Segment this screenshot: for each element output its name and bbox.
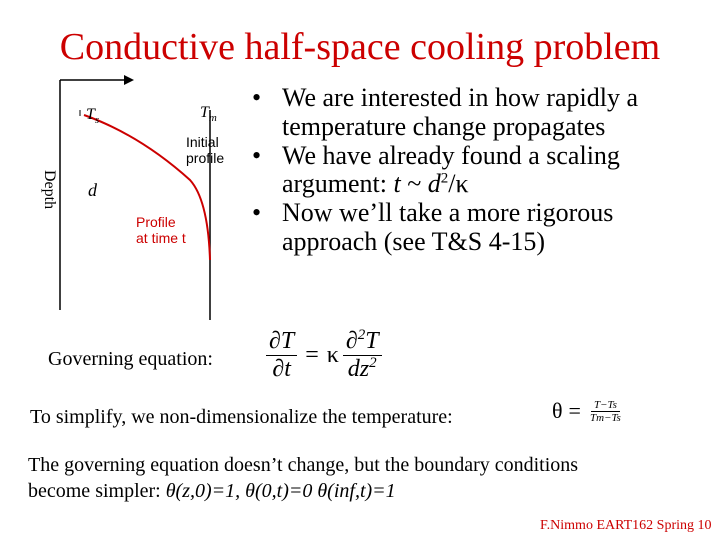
depth-d-label: d xyxy=(88,180,97,200)
profile-diagram-svg xyxy=(0,60,260,330)
theta-definition: θ = $\frac{T-Ts}{Tm-Ts}$ xyxy=(552,398,621,424)
bullet-line: We have already found a scaling xyxy=(282,140,620,170)
cooling-diagram xyxy=(0,60,260,330)
depth-axis-label: Depth xyxy=(41,170,58,210)
boundary-conditions-text xyxy=(28,452,708,504)
temperature-axis-arrow-icon xyxy=(124,75,134,85)
bc-line: The governing equation doesn’t change, but the boundary conditions xyxy=(28,454,579,476)
bullet-line: We are interested in how rapidly a xyxy=(282,83,638,112)
bullet-line: temperature change propagates xyxy=(282,111,606,141)
bullet-icon: • xyxy=(252,140,262,170)
bullet-line: Now we’ll take a more rigorous xyxy=(282,198,614,228)
ts-label: $T_s$ xyxy=(86,106,100,127)
bullet-line: argument: t ~ $d^2/\kappa$ xyxy=(282,169,469,199)
bullet-item xyxy=(252,142,712,200)
simplify-text: To simplify, we non-dimensionalize the temperature: xyxy=(30,406,453,428)
initial-profile-label: Initial profile xyxy=(186,134,225,166)
bc-line: become simpler: θ(z,0)=1, θ(0,t)=0 θ(inf,t)=1 xyxy=(28,480,396,502)
profile-at-time-label: Profile at time t xyxy=(136,214,186,246)
bullet-line: approach (see T&S 4-15) xyxy=(282,226,546,256)
bullet-list xyxy=(252,84,712,257)
bullet-item xyxy=(252,199,712,257)
bullet-icon: • xyxy=(252,198,262,228)
footer-credit: F.Nimmo EART162 Spring 10 xyxy=(540,518,712,533)
bullet-icon: • xyxy=(252,83,262,112)
slide-title: Conductive half-space cooling problem xyxy=(59,26,661,68)
heat-diffusion-equation: $\frac{\partial T}{\partial t}$ = κ $\frac{\partial^2T}{dz^2}$ xyxy=(266,328,382,383)
bullet-item xyxy=(252,84,712,142)
governing-equation-label: Governing equation: xyxy=(48,348,213,370)
tm-label: $T_m$ xyxy=(200,104,217,125)
